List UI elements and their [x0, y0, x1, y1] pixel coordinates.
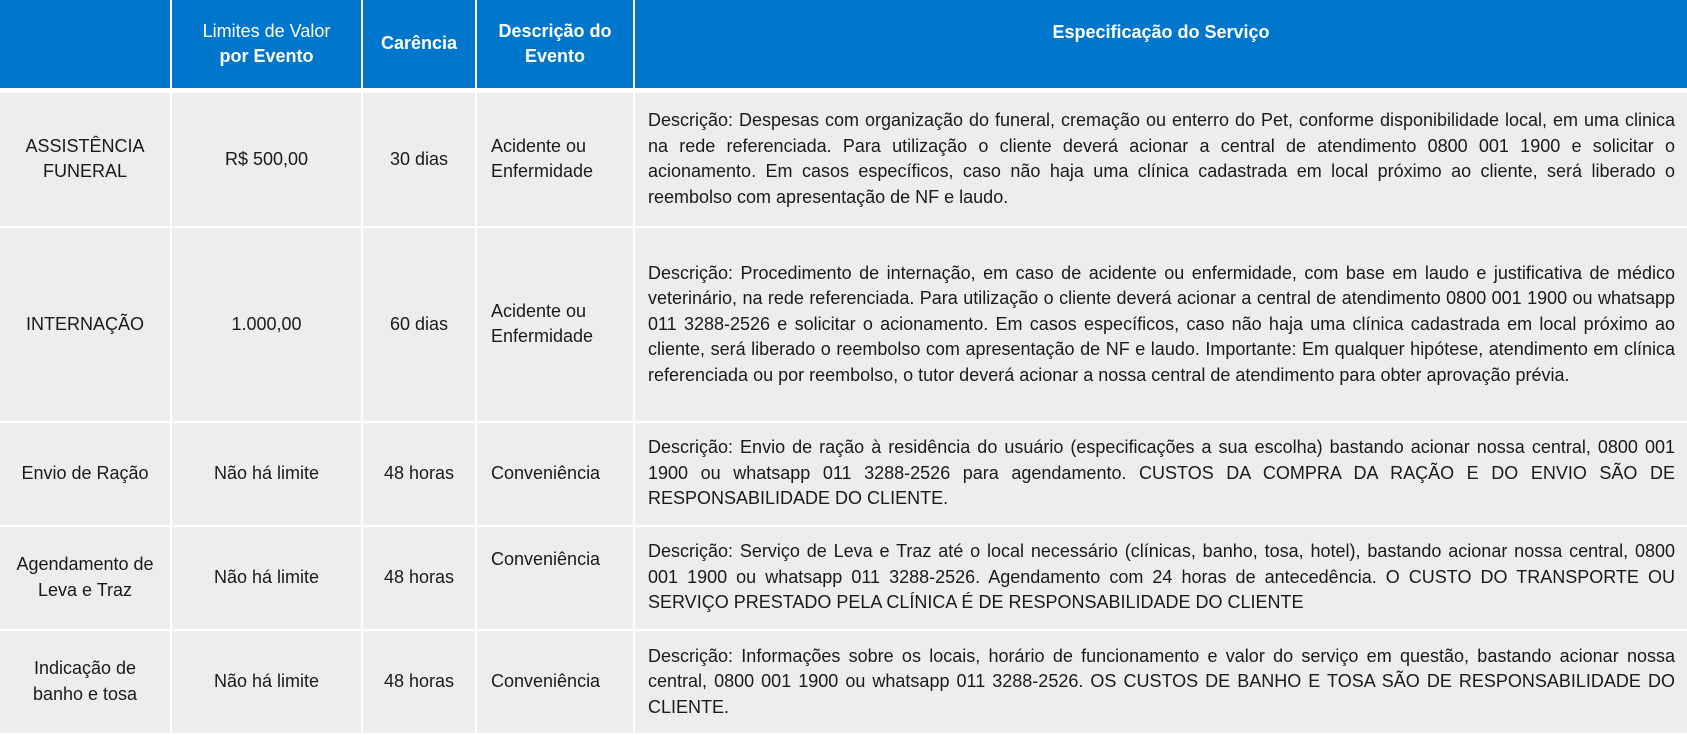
header-event: Descrição do Evento: [476, 0, 634, 90]
grace-period: 48 horas: [362, 630, 476, 734]
table-row: [0, 227, 1687, 421]
event-description: Conveniência: [476, 630, 634, 734]
table-row: [0, 422, 1687, 526]
header-service: [0, 0, 171, 90]
header-limit-line2: por Evento: [219, 45, 314, 66]
header-limit: [171, 0, 362, 90]
grace-period: 30 dias: [362, 90, 476, 227]
table-row: [0, 630, 1687, 734]
event-description: Acidente ou Enfermidade: [476, 227, 634, 421]
header-grace: Carência: [362, 0, 476, 90]
event-description: Acidente ou Enfermidade: [476, 90, 634, 227]
service-name: INTERNAÇÃO: [0, 227, 171, 421]
service-name: Envio de Ração: [0, 422, 171, 526]
event-description: Conveniência: [476, 526, 634, 630]
limit-value: Não há limite: [171, 526, 362, 630]
grace-period: 60 dias: [362, 227, 476, 421]
limit-value: Não há limite: [171, 630, 362, 734]
header-limit-line1: Limites de Valor: [202, 20, 331, 41]
service-spec: Descrição: Serviço de Leva e Traz até o local necessário (clínicas, banho, tosa, hotel), bastando acionar nossa central, 0800 001 1900 ou whatsapp 011 3288-2526. Agendamento com 24 horas de antecedência. O CUSTO DO TRANSPORTE OU SERVIÇO PRESTADO PELA CLÍNICA É DE RESPONSABILIDADE DO CLIENTE: [634, 526, 1687, 630]
grace-period: 48 horas: [362, 526, 476, 630]
service-spec: Descrição: Procedimento de internação, em caso de acidente ou enfermidade, com base em laudo e justificativa de médico veterinário, na rede referenciada. Para utilização o cliente deverá acionar a central de atendimento 0800 001 1900 ou whatsapp 011 3288-2526 e solicitar o acionamento. Em casos específicos, caso não haja uma clínica cadastrada em local próximo ao cliente, será liberado o reembolso com apresentação de NF e laudo. Importante: Em qualquer hipótese, atendimento em clínica referenciada ou por reembolso, o tutor deverá acionar a nossa central de atendimento para obter aprovação prévia.: [634, 227, 1687, 421]
table-row: [0, 90, 1687, 227]
grace-period: 48 horas: [362, 422, 476, 526]
limit-value: 1.000,00: [171, 227, 362, 421]
header-row: [0, 0, 1687, 90]
table-row: [0, 526, 1687, 630]
event-description: Conveniência: [476, 422, 634, 526]
limit-value: Não há limite: [171, 422, 362, 526]
service-name: Indicação de banho e tosa: [0, 630, 171, 734]
service-spec: Descrição: Despesas com organização do funeral, cremação ou enterro do Pet, conforme disponibilidade local, em uma clinica na rede referenciada. Para utilização o cliente deverá acionar a central de atendimento 0800 001 1900 e solicitar o acionamento. Em casos específicos, caso não haja uma clínica cadastrada em local próximo ao cliente, será liberado o reembolso com apresentação de NF e laudo.: [634, 90, 1687, 227]
service-name: ASSISTÊNCIA FUNERAL: [0, 90, 171, 227]
limit-value: R$ 500,00: [171, 90, 362, 227]
header-spec: Especificação do Serviço: [634, 0, 1687, 90]
service-name: Agendamento de Leva e Traz: [0, 526, 171, 630]
service-spec: Descrição: Envio de ração à residência do usuário (especificações a sua escolha) bastando acionar nossa central, 0800 001 1900 ou whatsapp 011 3288-2526 para agendamento. CUSTOS DA COMPRA DA RAÇÃO E DO ENVIO SÃO DE RESPONSABILIDADE DO CLIENTE.: [634, 422, 1687, 526]
service-spec: Descrição: Informações sobre os locais, horário de funcionamento e valor do serviço em questão, bastando acionar nossa central, 0800 001 1900 ou whatsapp 011 3288-2526. OS CUSTOS DE BANHO E TOSA SÃO DE RESPONSABILIDADE DO CLIENTE.: [634, 630, 1687, 734]
